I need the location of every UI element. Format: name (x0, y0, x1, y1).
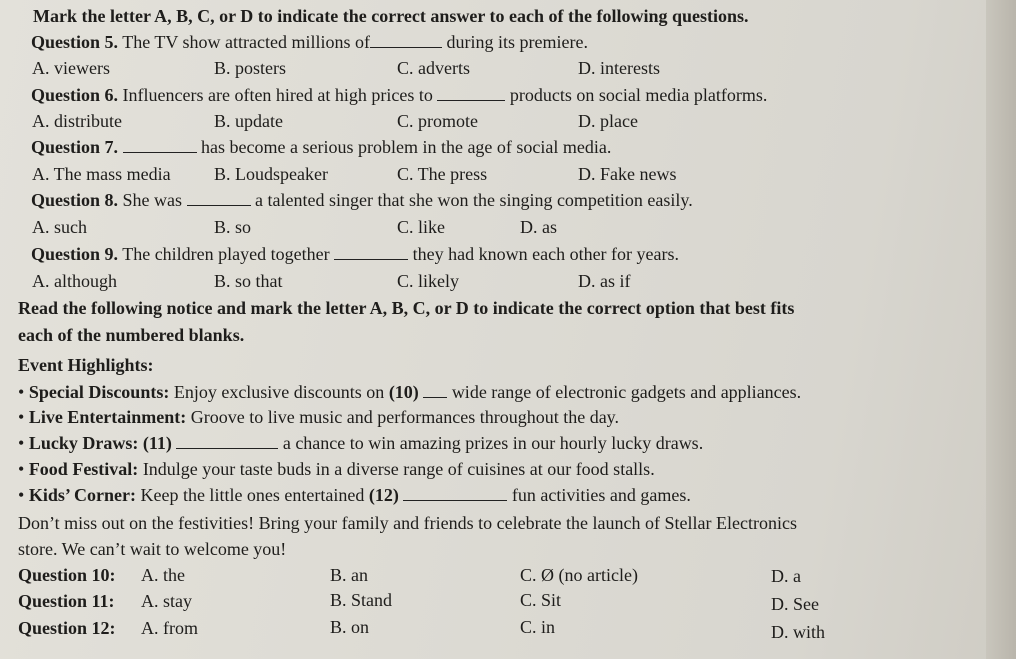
option-a: A. viewers (32, 58, 110, 78)
answer-blank (423, 381, 447, 398)
option-b: B. posters (214, 58, 286, 78)
question-label: Question 7. (31, 137, 119, 157)
question-label: Question 8. (31, 190, 119, 210)
bullet-dot-icon: • (18, 407, 25, 427)
option-c: C. Sit (520, 590, 562, 610)
option-a: A. stay (141, 591, 192, 611)
bullet-dot-icon: • (18, 459, 25, 479)
option-c: C. promote (397, 111, 478, 131)
answer-blank (370, 31, 442, 48)
blank-number: (11) (142, 433, 172, 453)
option-a: A. distribute (32, 111, 122, 131)
bullet-dot-icon: • (18, 382, 25, 402)
option-b: B. Stand (330, 590, 393, 610)
answer-blank (187, 189, 251, 206)
option-b: B. so (214, 217, 252, 237)
blank-number: (12) (368, 485, 399, 505)
option-a: A. such (32, 217, 87, 237)
option-a: A. from (141, 618, 198, 638)
question-text: The children played together (122, 244, 330, 264)
answer-blank (176, 432, 278, 449)
option-d: D. interests (578, 58, 660, 78)
answer-blank (334, 243, 408, 260)
blank-number: (10) (388, 382, 419, 402)
option-a: A. although (32, 271, 117, 291)
option-c: C. likely (397, 271, 459, 291)
option-d: D. See (771, 594, 819, 614)
question-8 (31, 189, 693, 211)
question-label: Question 5. (31, 32, 119, 52)
bullet-text: Indulge your taste buds in a diverse range of cuisines at our food stalls. (142, 459, 655, 479)
question-5 (31, 31, 588, 53)
option-c: C. Ø (no article) (520, 565, 638, 585)
option-c: C. like (397, 217, 445, 237)
instruction-heading-2: Read the following notice and mark the letter A, B, C, or D to indicate the correct option that best fits (18, 298, 795, 318)
event-heading: Event Highlights: (18, 355, 154, 375)
bullet-label: Live Entertainment: (28, 407, 187, 427)
bullet-label: Special Discounts: (28, 382, 170, 402)
question-text: She was (122, 190, 183, 210)
bullet-text: wide range of electronic gadgets and appliances. (451, 382, 802, 402)
answer-blank (123, 136, 197, 153)
instruction-heading: Mark the letter A, B, C, or D to indicate the correct answer to each of the following questions. (33, 6, 749, 26)
option-c: C. The press (397, 164, 488, 184)
question-text: products on social media platforms. (509, 85, 768, 105)
question-9 (31, 243, 679, 265)
option-b: B. Loudspeaker (214, 164, 328, 184)
bullet-food-festival (18, 458, 655, 480)
question-12-label: Question 12: (18, 618, 116, 638)
option-a: A. the (141, 565, 185, 585)
question-text: during its premiere. (446, 32, 588, 52)
answer-blank (437, 84, 505, 101)
bullet-dot-icon: • (18, 485, 25, 505)
question-text: they had known each other for years. (412, 244, 680, 264)
question-6 (31, 84, 767, 106)
option-d: D. a (771, 566, 801, 586)
bullet-label: Lucky Draws: (28, 433, 139, 453)
option-b: B. on (330, 617, 370, 637)
bullet-special-discounts (18, 381, 801, 403)
question-7 (31, 136, 611, 158)
question-text: has become a serious problem in the age of social media. (201, 137, 612, 157)
question-label: Question 9. (31, 244, 119, 264)
option-c: C. adverts (397, 58, 470, 78)
page-edge (986, 0, 1016, 659)
bullet-text: Keep the little ones entertained (140, 485, 365, 505)
question-text: a talented singer that she won the singing competition easily. (255, 190, 693, 210)
question-label: Question 6. (31, 85, 119, 105)
question-text: Influencers are often hired at high prices to (122, 85, 433, 105)
question-10-label: Question 10: (18, 565, 116, 585)
answer-blank (403, 484, 507, 501)
bullet-live-entertainment (18, 406, 619, 428)
option-d: D. Fake news (578, 164, 677, 184)
question-text: The TV show attracted millions of (122, 32, 370, 52)
question-11-label: Question 11: (18, 591, 115, 611)
bullet-text: Enjoy exclusive discounts on (173, 382, 385, 402)
option-b: B. update (214, 111, 283, 131)
bullet-text: a chance to win amazing prizes in our hourly lucky draws. (282, 433, 704, 453)
closing-paragraph-cont: store. We can’t wait to welcome you! (18, 539, 287, 559)
instruction-heading-2-cont: each of the numbered blanks. (18, 325, 245, 345)
bullet-lucky-draws (18, 432, 703, 454)
bullet-text: Groove to live music and performances throughout the day. (190, 407, 620, 427)
option-a: A. The mass media (32, 164, 171, 184)
bullet-kids-corner (18, 484, 691, 506)
bullet-dot-icon: • (18, 433, 25, 453)
option-d: D. as if (578, 271, 631, 291)
option-d: D. place (578, 111, 638, 131)
bullet-text: fun activities and games. (511, 485, 691, 505)
option-d: D. with (771, 622, 825, 642)
option-b: B. so that (214, 271, 283, 291)
option-c: C. in (520, 617, 556, 637)
bullet-label: Kids’ Corner: (28, 485, 136, 505)
option-d: D. as (520, 217, 557, 237)
bullet-label: Food Festival: (28, 459, 139, 479)
closing-paragraph: Don’t miss out on the festivities! Bring your family and friends to celebrate the launch of Stellar Electronics (18, 513, 797, 533)
option-b: B. an (330, 565, 368, 585)
